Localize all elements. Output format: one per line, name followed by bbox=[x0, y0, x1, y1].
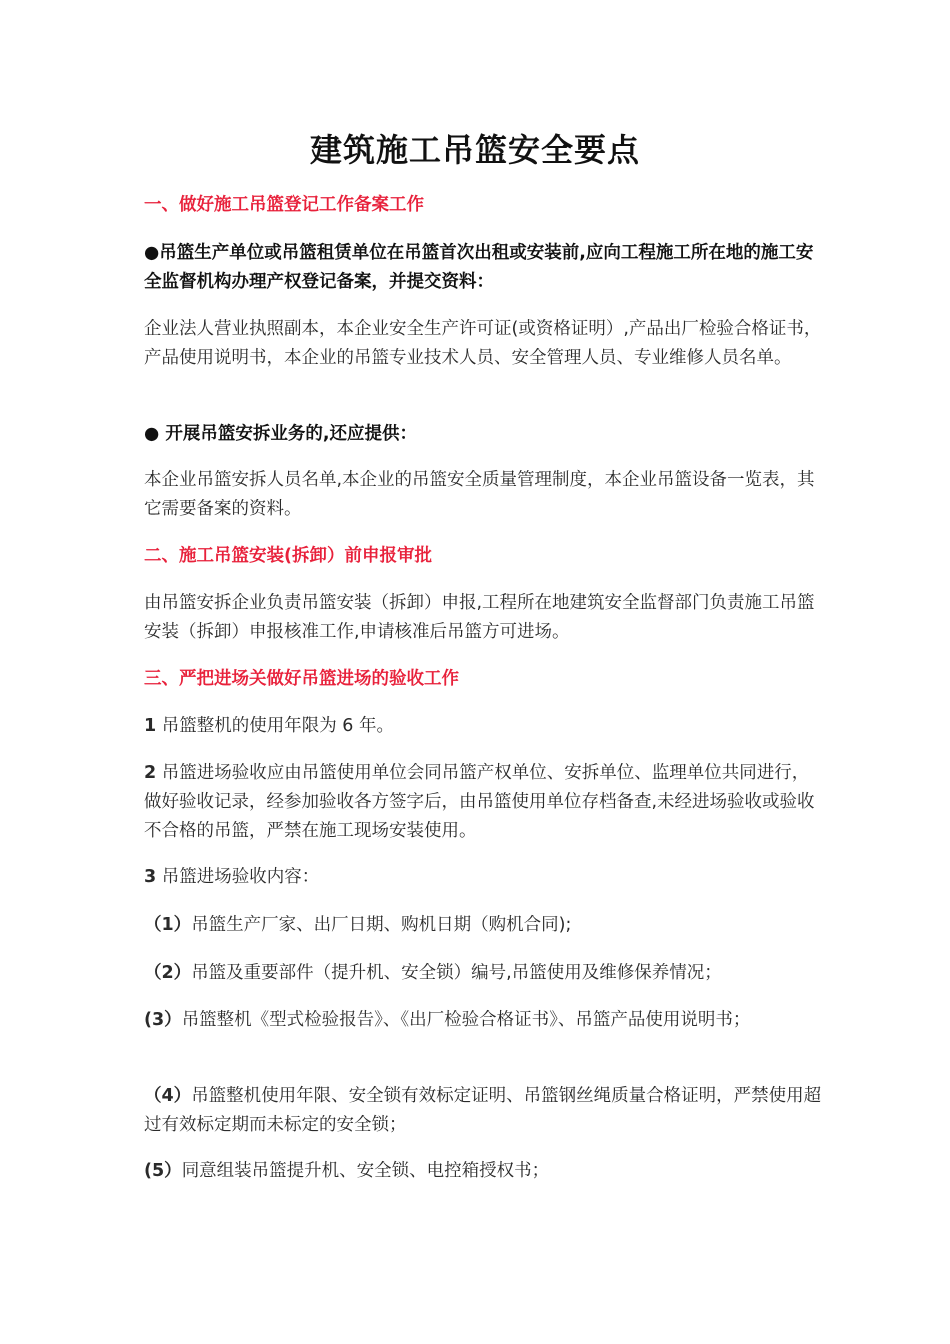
list-item-3 bbox=[144, 863, 824, 892]
sub-item-2 bbox=[144, 959, 824, 988]
sub-item-number: (5） bbox=[144, 1161, 182, 1181]
sub-item-number: （1） bbox=[144, 915, 192, 935]
section-heading-2: 二、施工吊篮安装(拆卸）前申报审批 bbox=[144, 546, 432, 566]
sub-item-number: (3） bbox=[144, 1010, 182, 1030]
list-item-number: 2 bbox=[144, 763, 157, 783]
list-item-1 bbox=[144, 712, 824, 741]
sub-item-number: （2） bbox=[144, 963, 192, 983]
sub-item-1 bbox=[144, 911, 824, 940]
sub-item-4 bbox=[144, 1082, 824, 1140]
list-item-text: 吊篮进场验收应由吊篮使用单位会同吊篮产权单位、安拆单位、监理单位共同进行，做好验收记录，经参加验收各方签字后，由吊篮使用单位存档备查,未经进场验收或验收不合格的吊篮，严禁在施工现场安装使用。 bbox=[144, 763, 815, 841]
list-item-2 bbox=[144, 759, 824, 846]
sub-item-text: 吊篮生产厂家、出厂日期、购机日期（购机合同); bbox=[191, 915, 572, 935]
paragraph-required-documents: 企业法人营业执照副本，本企业安全生产许可证(或资格证明）,产品出厂检验合格证书，产品使用说明书，本企业的吊篮专业技术人员、安全管理人员、专业维修人员名单。 bbox=[144, 319, 822, 368]
paragraph-installation-approval: 由吊篮安拆企业负责吊篮安装（拆卸）申报,工程所在地建筑安全监督部门负责施工吊篮安装（拆卸）申报核准工作,申请核准后吊篮方可进场。 bbox=[144, 593, 815, 642]
list-item-text: 吊篮进场验收内容： bbox=[156, 867, 320, 887]
section-heading-1: 一、做好施工吊篮登记工作备案工作 bbox=[144, 195, 424, 215]
list-item-number: 3 bbox=[144, 867, 157, 887]
bullet-paragraph-registration: ●吊篮生产单位或吊篮租赁单位在吊篮首次出租或安装前,应向工程施工所在地的施工安全监督机构办理产权登记备案，并提交资料： bbox=[144, 243, 814, 292]
sub-item-text: 吊篮整机使用年限、安全锁有效标定证明、吊篮钢丝绳质量合格证明，严禁使用超过有效标定期而未标定的安全锁； bbox=[144, 1086, 822, 1135]
list-item-text: 吊篮整机的使用年限为 6 年。 bbox=[156, 716, 395, 736]
paragraph-dismantling-documents: 本企业吊篮安拆人员名单,本企业的吊篮安全质量管理制度，本企业吊篮设备一览表，其它需要备案的资料。 bbox=[144, 470, 815, 519]
sub-item-text: 吊篮及重要部件（提升机、安全锁）编号,吊篮使用及维修保养情况； bbox=[191, 963, 722, 983]
section-heading-3: 三、严把进场关做好吊篮进场的验收工作 bbox=[144, 669, 459, 689]
list-item-number: 1 bbox=[144, 716, 157, 736]
sub-item-5 bbox=[144, 1157, 824, 1186]
sub-item-text: 同意组装吊篮提升机、安全锁、电控箱授权书； bbox=[181, 1161, 550, 1181]
sub-item-number: （4） bbox=[144, 1086, 192, 1106]
page-title: 建筑施工吊篮安全要点 bbox=[309, 131, 640, 169]
sub-item-text: 吊篮整机《型式检验报告》、《出厂检验合格证书》、吊篮产品使用说明书； bbox=[181, 1010, 751, 1030]
bullet-paragraph-dismantling: ● 开展吊篮安拆业务的,还应提供： bbox=[144, 424, 418, 444]
sub-item-3 bbox=[144, 1006, 824, 1035]
